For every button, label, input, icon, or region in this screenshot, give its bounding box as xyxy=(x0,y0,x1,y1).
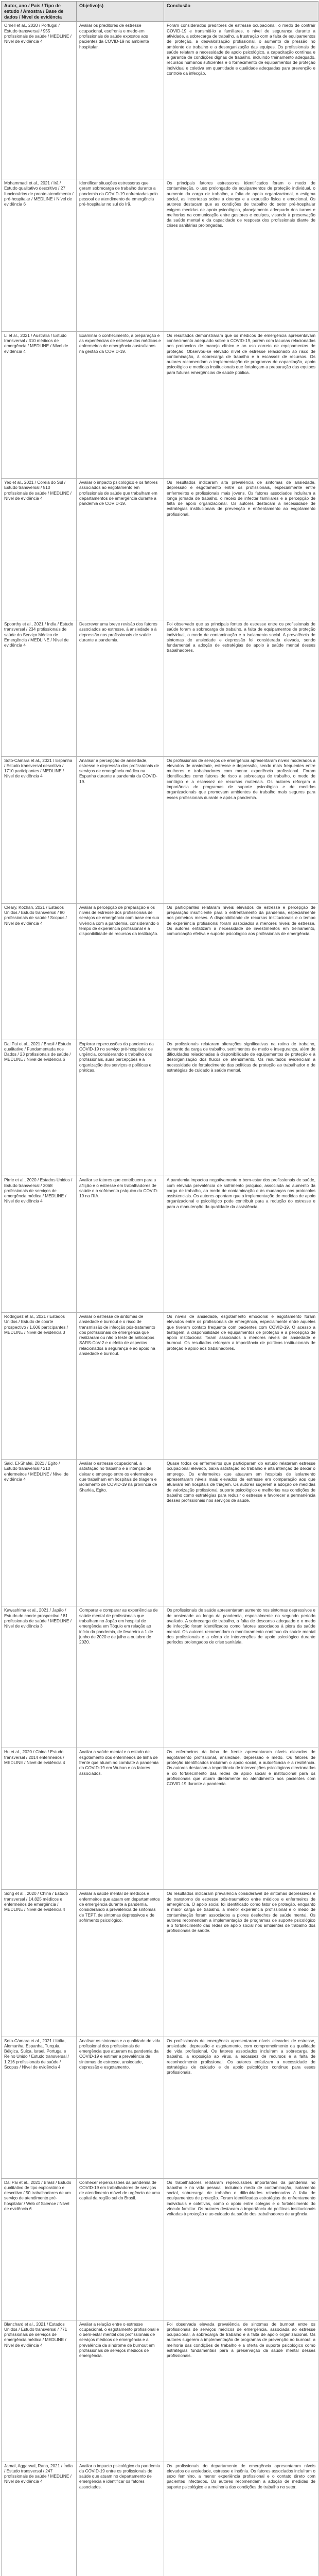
cell-conclusion: A pandemia impactou negativamente o bem-estar dos profissionais de saúde, com elevada prevalência de sofrimento psíquico, associada ao aumento da carga de trabalho, ao medo de contaminação e às mudanças nos protocolos assistenciais. Os autores apontam que a implementação de medidas de apoio organizacional e psicológico pode contribuir para a redução do estresse e para a manutenção da qualidade da assistência. xyxy=(164,1176,318,1313)
table-body xyxy=(2,22,318,2576)
cell-author: Mohammadi et al., 2021 / Irã / Estudo qualitativo descritivo / 27 funcionários de pronto atendimento / pré-hospitalar / MEDLINE / Nível de evidência 6 xyxy=(2,179,77,332)
cell-objective: Avaliar se fatores que contribuem para a aflição e o estresse em trabalhadores de saúde e o sofrimento psíquico da COVID-19 na RIA. xyxy=(77,1176,164,1313)
table-header xyxy=(2,2,318,22)
table-row xyxy=(2,179,318,332)
document-page xyxy=(1,1,318,2576)
cell-conclusion: Foram considerados preditores de estresse ocupacional, o medo de contrair COVID-19 e transmiti-lo a familiares, o nível de segurança durante a atividade, a sobrecarga de trabalho, a frustração com a falta de equipamentos de proteção, a desvalorização profissional, o aumento da pressão no ambiente de trabalho e a desorganização das equipes. Os profissionais de saúde relatam a necessidade de apoio psicológico, a capacitação contínua e a garantia de condições dignas de trabalho, incluindo treinamento adequado, recursos humanos suficientes e o fornecimento de equipamentos de proteção individual e coletiva em quantidade e qualidade adequadas para prevenção e controle da infecção. xyxy=(164,22,318,179)
cell-author: Kawashima et al., 2021 / Japão / Estudo de coorte prospectivo / 81 profissionais de saúde / MEDLINE / Nível de evidência 3 xyxy=(2,1606,77,1748)
table-row xyxy=(2,903,318,1040)
cell-objective: Avaliar o impacto psicológico e os fatores associados ao esgotamento em profissionais de saúde que trabalham em departamentos de emergência durante a pandemia de COVID-19. xyxy=(77,478,164,620)
table-row xyxy=(2,1312,318,1459)
table-row xyxy=(2,2462,318,2576)
cell-objective: Conhecer repercussões da pandemia de COVID-19 em trabalhadores de serviços de atendimento móvel de urgência de uma capital da região sul do Brasil. xyxy=(77,2178,164,2320)
cell-conclusion: Foi observada elevada prevalência de sintomas de burnout entre os profissionais de serviços médicos de emergência, associada ao estresse ocupacional, à sobrecarga de trabalho e à falta de apoio organizacional. Os autores sugerem a implementação de programas de prevenção ao burnout, a melhoria das condições de trabalho e a oferta de suporte psicológico como estratégias fundamentais para a preservação da saúde mental desses profissionais. xyxy=(164,2320,318,2462)
table-row xyxy=(2,478,318,620)
cell-author: Ornell et al., 2020 / Portugal / Estudo transversal / 955 profissionais de saúde / MEDLINE / Nível de evidência 4 xyxy=(2,22,77,179)
table-row xyxy=(2,1890,318,2037)
cell-objective: Avaliar o impacto psicológico da pandemia da COVID-19 entre os profissionais de saúde que atuam no departamento de emergência e identificar os fatores associados. xyxy=(77,2462,164,2576)
cell-conclusion: Os enfermeiros da linha de frente apresentaram níveis elevados de esgotamento profissional, ansiedade, depressão e medo. Os fatores de proteção identificados incluíram o apoio social, a autoeficácia e a resiliência. Os autores destacam a importância de intervenções psicológicas direcionadas e do fortalecimento das redes de apoio social e institucional para os profissionais que atuam diretamente no atendimento aos pacientes com COVID-19 durante a pandemia. xyxy=(164,1748,318,1890)
cell-objective: Avaliar os preditores de estresse ocupacional, esofrenia e medo em profissionais de saúde expostos aos pacientes da COVID-19 no ambiente hospitalar. xyxy=(77,22,164,179)
cell-conclusion: Os principais fatores estressores identificados foram o medo de contaminação, o uso prolongado de equipamentos de proteção individual, o aumento da carga de trabalho, a falta de apoio organizacional, o estigma social, as incertezas sobre a doença e a exaustão física e emocional. Os autores destacam que as condições de trabalho do setor pré-hospitalar exigem medidas de apoio psicológico, planejamento adequado dos turnos e melhorias na comunicação entre gestores e equipes, visando à preservação da saúde mental e da capacidade de resposta dos profissionais diante de crises sanitárias prolongadas. xyxy=(164,179,318,332)
cell-author: Said, El-Shafei, 2021 / Egito / Estudo transversal / 210 enfermeiros / MEDLINE / Nível de evidência 4 xyxy=(2,1460,77,1606)
cell-objective: Identificar situações estressoras que geram sobrecarga de trabalho durante a pandemia da COVID-19 enfrentadas pelo pessoal de atendimento de emergência pré-hospitalar no sul do Irã. xyxy=(77,179,164,332)
cell-objective: Avaliar a saúde mental de médicos e enfermeiros que atuam em departamentos de emergência durante a pandemia, considerando a prevalência de sintomas de TEPT, de sintomas depressivos e de sofrimento psicológico. xyxy=(77,1890,164,2037)
table-row xyxy=(2,2178,318,2320)
cell-objective: Analisar a percepção de ansiedade, estresse e depressão dos profissionais de serviços de emergência médica na Espanha durante a pandemia da COVID-19. xyxy=(77,756,164,903)
cell-conclusion: Os profissionais de emergência apresentaram níveis elevados de estresse, ansiedade, depressão e esgotamento, com comprometimento da qualidade de vida profissional. Os fatores associados incluíram a sobrecarga de trabalho, a exposição ao vírus, a escassez de recursos e a falta de reconhecimento profissional. Os autores enfatizam a necessidade de estratégias de cuidado e de apoio psicológico contínuo para esses profissionais. xyxy=(164,2037,318,2178)
cell-author: Rodriguez et al., 2021 / Estados Unidos / Estudo de coorte prospectivo / 1.606 participantes / MEDLINE / Nível de evidência 3 xyxy=(2,1312,77,1459)
table-row xyxy=(2,756,318,903)
table-row xyxy=(2,2037,318,2178)
cell-objective: Avaliar a percepção de preparação e os níveis de estresse dos profissionais de serviços de emergência com base em sua vivência com a pandemia, considerando o tempo de experiência profissional e a disponibilidade de recursos da instituição. xyxy=(77,903,164,1040)
cell-conclusion: Os resultados indicaram prevalência considerável de sintomas depressivos e de transtorno de estresse pós-traumático entre médicos e enfermeiros de emergência. O apoio social foi identificado como fator de proteção, enquanto a maior carga de trabalho, a menor experiência profissional e o medo de contaminação foram associados a piores desfechos de saúde mental. Os autores recomendam a implementação de programas de suporte psicológico e o fortalecimento das redes de apoio social nos ambientes de trabalho dos profissionais de saúde. xyxy=(164,1890,318,2037)
cell-conclusion: Os profissionais do departamento de emergência apresentaram níveis elevados de ansiedade, estresse e insônia. Os fatores associados incluíram o sexo feminino, a menor experiência profissional e o contato direto com pacientes infectados. Os autores recomendam a adoção de medidas de suporte psicológico e a melhoria das condições de trabalho no setor. xyxy=(164,2462,318,2576)
cell-author: Hu et al., 2020 / China / Estudo transversal / 2014 enfermeiros / MEDLINE / Nível de evidência 4 xyxy=(2,1748,77,1890)
cell-conclusion: Foi observado que as principais fontes de estresse entre os profissionais de saúde foram a sobrecarga de trabalho, a falta de equipamentos de proteção individual, o medo de contaminação e o isolamento social. A prevalência de sintomas de ansiedade e depressão foi considerada elevada, sendo fundamental a adoção de estratégias de apoio à saúde mental desses trabalhadores. xyxy=(164,620,318,756)
cell-conclusion: Os resultados demonstraram que os médicos de emergência apresentavam conhecimento adequado sobre a COVID-19, porém com lacunas relacionadas aos protocolos de manejo clínico e ao uso correto de equipamentos de proteção. Observou-se elevado nível de estresse relacionado ao risco de contaminação, à sobrecarga de trabalho e à escassez de recursos. Os autores recomendam a implementação de programas de capacitação, apoio psicológico e medidas institucionais que fortaleçam a preparação das equipes para futuras emergências de saúde pública. xyxy=(164,331,318,478)
cell-objective: Comparar e comparar as experiências de saúde mental de profissionais que trabalham no Japão em hospital de emergência em Tóquio em relação ao início da pandemia, de fevereiro a 1 de junho de 2020 e de julho a outubro de 2020. xyxy=(77,1606,164,1748)
literature-review-table xyxy=(1,1,318,2576)
cell-objective: Descrever uma breve revisão dos fatores associados ao estresse, à ansiedade e à depressão nos profissionais de saúde durante a pandemia. xyxy=(77,620,164,756)
cell-conclusion: Os participantes relataram níveis elevados de estresse e percepção de preparação insuficiente para o enfrentamento da pandemia, especialmente nos primeiros meses. A disponibilidade de recursos institucionais e o tempo de experiência profissional foram associados a menores níveis de estresse. Os autores enfatizam a necessidade de investimentos em treinamento, comunicação efetiva e suporte psicológico aos profissionais de emergência. xyxy=(164,903,318,1040)
cell-objective: Avaliar a saúde mental e o estado de esgotamento dos enfermeiros de linha de frente que atuam no combate à pandemia da COVID-19 em Wuhan e os fatores associados. xyxy=(77,1748,164,1890)
cell-objective: Explorar repercussões da pandemia da COVID-19 no serviço pré-hospitalar de urgência, considerando o trabalho dos profissionais, suas percepções e a organização dos serviços e políticas e práticas. xyxy=(77,1040,164,1176)
cell-author: Dal Pai et al., 2021 / Brasil / Estudo qualitativo / Fundamentada nos Dados / 23 profissionais de saúde / MEDLINE / Nível de evidência 6 xyxy=(2,1040,77,1176)
table-row xyxy=(2,1176,318,1313)
cell-objective: Avaliar o estresse ocupacional, a satisfação no trabalho e a intenção de deixar o emprego entre os enfermeiros que trabalham em hospitais de triagem e isolamento de COVID-19 na província de Sharkia, Egito. xyxy=(77,1460,164,1606)
cell-author: Yeo et al., 2021 / Coreia do Sul / Estudo transversal / 510 profissionais de saúde / MEDLINE / Nível de evidência 4 xyxy=(2,478,77,620)
cell-conclusion: Quase todos os enfermeiros que participaram do estudo relataram estresse ocupacional elevado, baixa satisfação no trabalho e alta intenção de deixar o emprego. Os enfermeiros que atuavam em hospitais de isolamento apresentaram níveis mais elevados de estresse em comparação aos que atuavam em hospitais de triagem. Os autores sugerem a adoção de medidas de valorização profissional, suporte psicológico e melhorias nas condições de trabalho como estratégias para reduzir o estresse e favorecer a permanência desses profissionais nos serviços de saúde. xyxy=(164,1460,318,1606)
cell-author: Soto-Cámara et al., 2021 / Espanha / Estudo transversal descritivo / 1710 participantes / MEDLINE / Nível de evidência 4 xyxy=(2,756,77,903)
table-row xyxy=(2,1040,318,1176)
cell-author: Dal Pai et al., 2021 / Brasil / Estudo qualitativo de tipo exploratório e descritivo / 50 trabalhadores de um serviço de atendimento pré-hospitalar / Web of Science / Nível de evidência 6 xyxy=(2,2178,77,2320)
cell-author: Jamal, Aggarwal, Rana, 2021 / Índia / Estudo transversal / 247 profissionais de saúde / MEDLINE / Nível de evidência 4 xyxy=(2,2462,77,2576)
cell-conclusion: Os profissionais de saúde apresentaram aumento nos sintomas depressivos e de ansiedade ao longo da pandemia, especialmente no segundo período avaliado. A sobrecarga de trabalho, a falta de descanso adequado e o medo de infecção foram identificados como fatores associados à piora da saúde mental. Os autores recomendam o monitoramento contínuo da saúde mental dos profissionais e a oferta de intervenções de apoio psicológico durante períodos prolongados de crise sanitária. xyxy=(164,1606,318,1748)
cell-author: Cleary, Kozhan, 2021 / Estados Unidos / Estudo transversal / 80 profissionais de saúde / Scopus / Nível de evidência 4 xyxy=(2,903,77,1040)
cell-author: Soto-Cámara et al., 2021 / Itália, Alemanha, Espanha, Turquia, Bélgica, Suíça, Israel, Portugal e Reino Unido / Estudo transversal / 1.216 profissionais de saúde / Scopus / Nível de evidência 4 xyxy=(2,2037,77,2178)
header-author: Autor, ano / País / Tipo de estudo / Amostra / Base de dados / Nível de evidência xyxy=(2,2,77,22)
cell-conclusion: Os níveis de ansiedade, esgotamento emocional e esgotamento foram elevados entre os profissionais de emergência, especialmente entre aqueles que tiveram contato frequente com pacientes com COVID-19. O acesso a testagem, a disponibilidade de equipamentos de proteção e a percepção de apoio institucional foram associados a menores níveis de ansiedade e burnout. Os resultados reforçam a importância de políticas institucionais de proteção e apoio aos trabalhadores. xyxy=(164,1312,318,1459)
table-row xyxy=(2,2320,318,2462)
cell-author: Pirrie et al., 2020 / Estados Unidos / Estudo transversal / 3068 profissionais de serviços de emergência médica / MEDLINE / Nível de evidência 4 xyxy=(2,1176,77,1313)
cell-conclusion: Os resultados indicaram alta prevalência de sintomas de ansiedade, depressão e esgotamento entre os profissionais, especialmente entre enfermeiros e profissionais mais jovens. Os fatores associados incluíram a longa jornada de trabalho, o receio de infectar familiares e a percepção de falta de apoio organizacional. Os autores destacam a necessidade de estratégias institucionais de prevenção e enfrentamento ao esgotamento profissional. xyxy=(164,478,318,620)
cell-objective: Analisar os sintomas e a qualidade de vida profissional dos profissionais de emergência que atuaram na pandemia da COVID-19 e estimar a prevalência de sintomas de estresse, ansiedade, depressão e esgotamento. xyxy=(77,2037,164,2178)
table-row xyxy=(2,22,318,179)
cell-conclusion: Os profissionais relataram alterações significativas na rotina de trabalho, aumento da carga de trabalho, sentimentos de medo e insegurança, além de dificuldades relacionadas à disponibilidade de equipamentos de proteção e à desorganização dos fluxos de atendimento. Os resultados evidenciam a necessidade de fortalecimento das políticas de proteção ao trabalhador e de estratégias de cuidado à saúde mental. xyxy=(164,1040,318,1176)
table-row xyxy=(2,620,318,756)
cell-author: Spoorthy et al., 2021 / Índia / Estudo transversal / 234 profissionais de saúde do Serviço Médico de Emergência / MEDLINE / Nível de evidência 4 xyxy=(2,620,77,756)
table-row xyxy=(2,1606,318,1748)
cell-conclusion: Os profissionais de serviços de emergência apresentaram níveis moderados a elevados de ansiedade, estresse e depressão, sendo mais frequentes entre mulheres e trabalhadores com menor experiência profissional. Foram identificados como fatores de risco a sobrecarga de trabalho, o medo de contágio e a escassez de recursos materiais. Os autores reforçam a importância de programas de suporte psicológico e de medidas organizacionais que promovam ambientes de trabalho mais seguros para esses profissionais durante e após a pandemia. xyxy=(164,756,318,903)
table-row xyxy=(2,1460,318,1606)
cell-author: Blanchard et al., 2021 / Estados Unidos / Estudo transversal / 771 profissionais de serviços de emergência médica / MEDLINE / Nível de evidência 4 xyxy=(2,2320,77,2462)
cell-objective: Avaliar o estresse de sintomas de ansiedade e burnout e o risco de transmissão de infecção pós-tratamento dos profissionais de emergência que realizaram ou não o teste de anticorpos SARS-CoV-2 e o efeito de aspectos relacionados à segurança e ao apoio na ansiedade e burnout. xyxy=(77,1312,164,1459)
cell-conclusion: Os trabalhadores relataram repercussões importantes da pandemia no trabalho e na vida pessoal, incluindo medo de contaminação, isolamento social, sobrecarga de trabalho e dificuldades relacionadas à falta de equipamentos de proteção. Foram identificadas estratégias de enfrentamento individuais e coletivas, como o apoio entre colegas e o fortalecimento do vínculo familiar. Os autores destacam a importância de políticas institucionais voltadas à proteção e ao cuidado da saúde dos trabalhadores de urgência. xyxy=(164,2178,318,2320)
table-header-row xyxy=(2,2,318,22)
header-conclusion: Conclusão xyxy=(164,2,318,22)
header-objective: Objetivo(s) xyxy=(77,2,164,22)
table-row xyxy=(2,331,318,478)
cell-objective: Avaliar a relação entre o estresse ocupacional, o esgotamento profissional e o bem-estar mental dos profissionais de serviços médicos de emergência e a prevalência da síndrome de burnout em profissionais de serviços médicos de emergência. xyxy=(77,2320,164,2462)
table-row xyxy=(2,1748,318,1890)
cell-author: Song et al., 2020 / China / Estudo transversal / 14.825 médicos e enfermeiros de emergência / MEDLINE / Nível de evidência 4 xyxy=(2,1890,77,2037)
cell-objective: Examinar o conhecimento, a preparação e as experiências de estresse dos médicos e enfermeiros de emergência australianos na gestão da COVID-19. xyxy=(77,331,164,478)
cell-author: Li et al., 2021 / Austrália / Estudo transversal / 310 médicos de emergência / MEDLINE / Nível de evidência 4 xyxy=(2,331,77,478)
